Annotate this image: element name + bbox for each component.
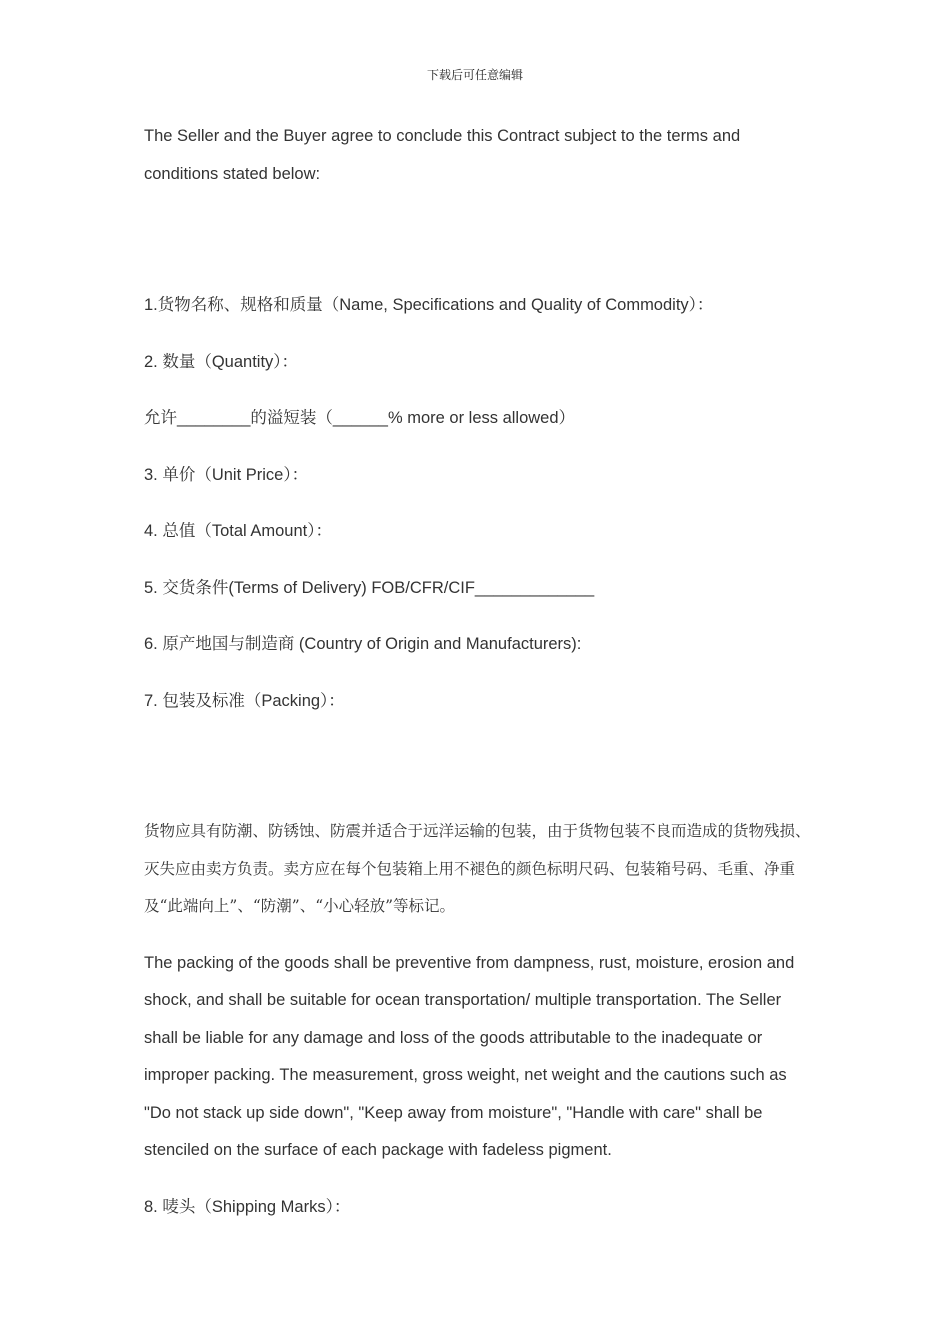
clause-country-of-origin: 6. 原产地国与制造商 (Country of Origin and Manufacturers): bbox=[144, 635, 582, 653]
clause-unit-price: 3. 单价（Unit Price）： bbox=[144, 465, 309, 484]
spacer bbox=[144, 739, 812, 813]
clause-quantity: 2. 数量（Quantity）： bbox=[144, 352, 299, 371]
clause-shipping-marks: 8. 唛头（Shipping Marks）： bbox=[144, 1197, 351, 1216]
clause-terms-of-delivery: 5. 交货条件(Terms of Delivery) FOB/CFR/CIF_____________ bbox=[144, 578, 595, 597]
packing-paragraph-en: The packing of the goods shall be preventive from dampness, rust, moisture, erosion and shock, and shall be suitable for ocean transportation/ multiple transportation. The Seller shall be liable for any damage and loss of the goods attributable to the inadequate or improper packing. The measurement, gross weight, net weight and the cautions such as "Do not stack up side down", "Keep away from moisture", "Handle with care" shall be stenciled on the surface of each package with fadeless pigment. bbox=[144, 953, 795, 1159]
intro-paragraph: The Seller and the Buyer agree to conclude this Contract subject to the terms and conditions stated below: bbox=[144, 127, 741, 183]
spacer bbox=[144, 212, 812, 287]
contract-body bbox=[144, 118, 812, 1245]
clause-commodity: 1.货物名称、规格和质量（Name, Specifications and Quality of Commodity）： bbox=[144, 296, 714, 314]
page-header: 下载后可任意编辑 bbox=[426, 68, 523, 82]
clause-total-amount: 4. 总值（Total Amount）： bbox=[144, 522, 332, 540]
packing-paragraph-zh: 货物应具有防潮、防锈蚀、防震并适合于远洋运输的包装，由于货物包装不良而造成的货物残损、灭失应由卖方负责。卖方应在每个包装箱上用不褪色的颜色标明尺码、包装箱号码、毛重、净重及“此端向上”、“防潮”、“小心轻放”等标记。 bbox=[144, 822, 811, 915]
clause-quantity-tolerance: 允许________的溢短装（______% more or less allowed） bbox=[144, 409, 576, 427]
clause-packing: 7. 包装及标准（Packing）： bbox=[144, 691, 345, 710]
